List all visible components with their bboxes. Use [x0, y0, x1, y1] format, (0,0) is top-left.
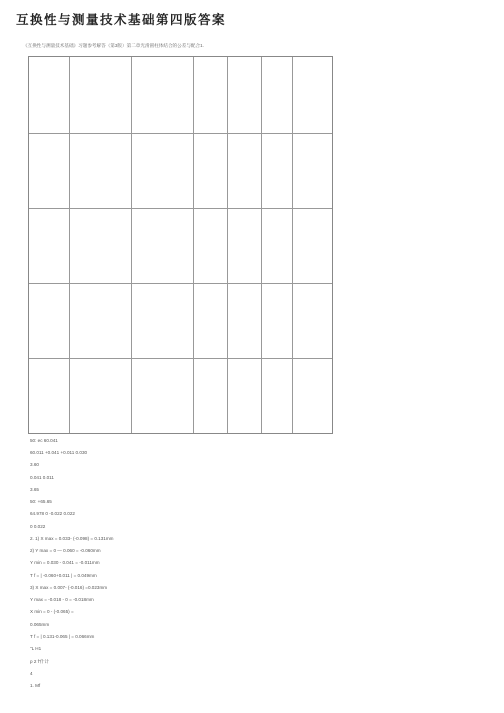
answer-line: T f = | -0.060+0.011 | = 0.049mm: [30, 573, 97, 578]
answer-line: 60.011 +0.041 +0.011 0.030: [30, 450, 88, 455]
answer-line: X min = 0 - (-0.065) =: [30, 609, 74, 614]
table-column-divider: [193, 57, 194, 433]
table-column-divider: [227, 57, 228, 433]
table-column-divider: [69, 57, 70, 433]
answer-line: 0.065mm: [30, 622, 50, 627]
answer-line: 3.60: [30, 462, 39, 467]
answer-line: 50: ec 60.041: [30, 438, 58, 443]
answer-line: Y min = 0.030 - 0.041 = -0.011mm: [30, 560, 100, 565]
table-row-divider: [29, 208, 332, 209]
answer-line: 1. Mf: [30, 683, 41, 688]
answer-line: Y max = -0.018 - 0 = -0.018mm: [30, 597, 94, 602]
answer-line: 3) X max = 0.007- (-0.016) =0.023mm: [30, 585, 108, 590]
table-column-divider: [292, 57, 293, 433]
page-title: 互换性与测量技术基础第四版答案: [16, 13, 227, 27]
answer-table-grid: [28, 56, 333, 434]
answer-line: "L H1: [30, 646, 42, 651]
answer-line: 0 0.022: [30, 524, 46, 529]
answer-line: 3.65: [30, 487, 39, 492]
answer-line: 4: [30, 671, 33, 676]
answer-line: p 2 f'什计: [30, 659, 50, 664]
table-row-divider: [29, 358, 332, 359]
page-subtitle: 《互换性与测量技术基础》习题参考解答（第3版）第二章光滑圆柱体结合的公差与配合1.: [23, 43, 204, 48]
table-column-divider: [131, 57, 132, 433]
answer-line: 50: +65.65: [30, 499, 52, 504]
table-row-divider: [29, 283, 332, 284]
answer-line: 64.978 0 -0.022 0.022: [30, 511, 75, 516]
answer-line: T f = | 0.131-0.065 | = 0.066mm: [30, 634, 95, 639]
answer-line: 2) Y max = 0 — 0.060 = -0.060mm: [30, 548, 101, 553]
answer-line: 0.041 0.011: [30, 475, 54, 480]
table-row-divider: [29, 133, 332, 134]
table-column-divider: [261, 57, 262, 433]
answer-line: 2. 1) X max = 0.033- (-0.098) = 0.131mm: [30, 536, 114, 541]
